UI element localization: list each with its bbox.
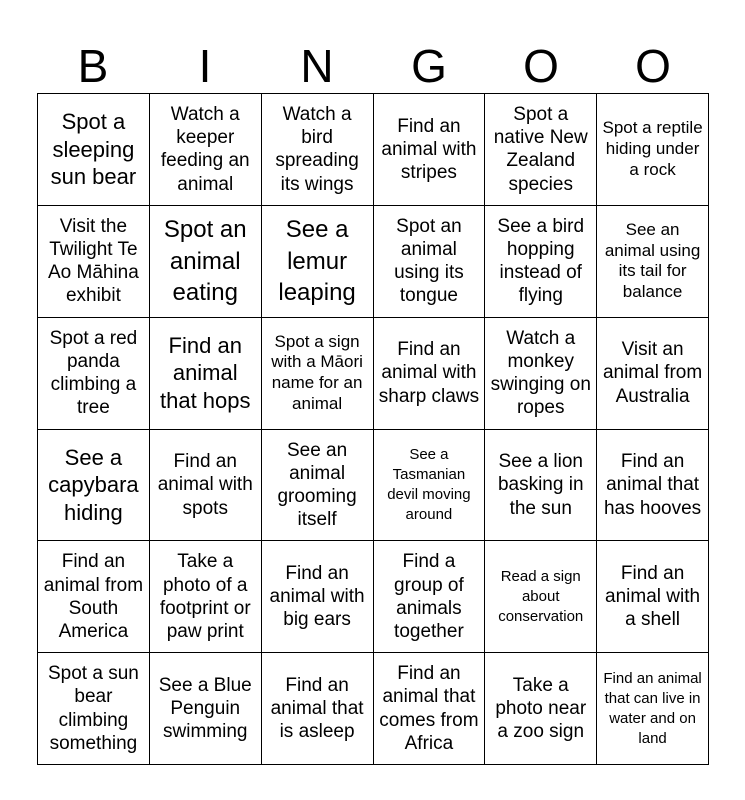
bingo-cell[interactable]: Visit the Twilight Te Ao Māhina exhibit xyxy=(38,206,150,318)
bingo-header xyxy=(37,38,709,94)
bingo-cell[interactable]: Find an animal with big ears xyxy=(262,541,374,653)
bingo-cell[interactable]: Spot an animal using its tongue xyxy=(374,206,486,318)
bingo-cell[interactable]: Spot a red panda climbing a tree xyxy=(38,318,150,430)
header-letter: I xyxy=(198,40,212,92)
bingo-cell[interactable]: See an animal grooming itself xyxy=(262,430,374,542)
bingo-cell[interactable]: Watch a bird spreading its wings xyxy=(262,94,374,206)
bingo-cell[interactable]: See a Tasmanian devil moving around xyxy=(374,430,486,542)
bingo-cell[interactable]: Find an animal with a shell xyxy=(597,541,709,653)
bingo-cell[interactable]: Find an animal with spots xyxy=(150,430,262,542)
bingo-cell[interactable]: Find an animal with stripes xyxy=(374,94,486,206)
bingo-cell[interactable]: Spot an animal eating xyxy=(150,206,262,318)
bingo-cell[interactable]: Spot a sleeping sun bear xyxy=(38,94,150,206)
bingo-cell[interactable]: Find a group of animals together xyxy=(374,541,486,653)
bingo-cell[interactable]: Take a photo near a zoo sign xyxy=(485,653,597,765)
bingo-cell[interactable]: Find an animal that comes from Africa xyxy=(374,653,486,765)
bingo-cell[interactable]: Take a photo of a footprint or paw print xyxy=(150,541,262,653)
bingo-cell[interactable]: Find an animal that is asleep xyxy=(262,653,374,765)
bingo-cell[interactable]: Spot a sign with a Māori name for an animal xyxy=(262,318,374,430)
bingo-cell[interactable]: See an animal using its tail for balance xyxy=(597,206,709,318)
header-letter: N xyxy=(300,40,334,92)
bingo-cell[interactable]: Find an animal from South America xyxy=(38,541,150,653)
bingo-cell[interactable]: Spot a sun bear climbing something xyxy=(38,653,150,765)
header-letter: B xyxy=(77,40,109,92)
header-letter: G xyxy=(411,40,447,92)
bingo-cell[interactable]: Find an animal with sharp claws xyxy=(374,318,486,430)
bingo-grid xyxy=(37,93,709,765)
bingo-cell[interactable]: See a lemur leaping xyxy=(262,206,374,318)
bingo-cell[interactable]: Find an animal that hops xyxy=(150,318,262,430)
bingo-cell[interactable]: Spot a native New Zealand species xyxy=(485,94,597,206)
bingo-cell[interactable]: Find an animal that has hooves xyxy=(597,430,709,542)
bingo-cell[interactable]: See a lion basking in the sun xyxy=(485,430,597,542)
bingo-cell[interactable]: See a Blue Penguin swimming xyxy=(150,653,262,765)
header-letter: O xyxy=(523,40,559,92)
bingo-cell[interactable]: Visit an animal from Australia xyxy=(597,318,709,430)
bingo-cell[interactable]: Watch a keeper feeding an animal xyxy=(150,94,262,206)
bingo-cell[interactable]: See a bird hopping instead of flying xyxy=(485,206,597,318)
bingo-cell[interactable]: Find an animal that can live in water and on land xyxy=(597,653,709,765)
header-letter: O xyxy=(635,40,671,92)
bingo-cell[interactable]: See a capybara hiding xyxy=(38,430,150,542)
bingo-cell[interactable]: Spot a reptile hiding under a rock xyxy=(597,94,709,206)
bingo-cell[interactable]: Read a sign about conservation xyxy=(485,541,597,653)
bingo-cell[interactable]: Watch a monkey swinging on ropes xyxy=(485,318,597,430)
